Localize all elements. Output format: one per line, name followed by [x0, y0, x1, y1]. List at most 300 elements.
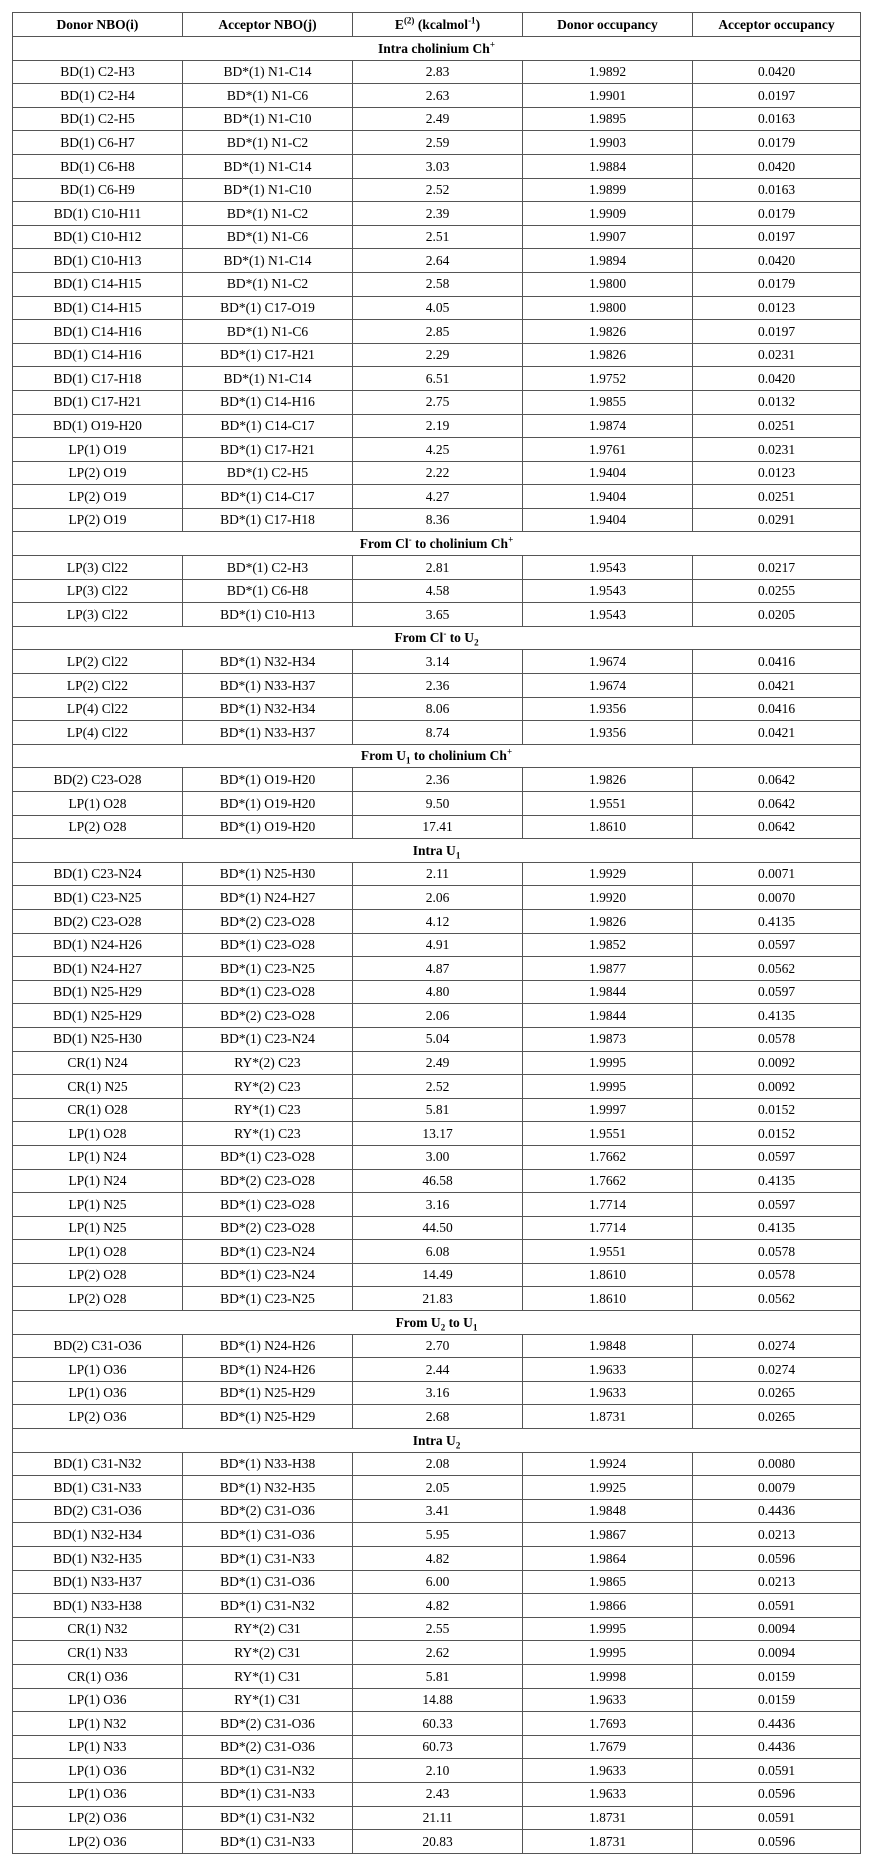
acceptor-occupancy-cell: 0.0205	[693, 603, 861, 627]
table-row	[13, 1004, 861, 1028]
donor-cell: LP(1) O28	[13, 1240, 183, 1264]
energy-cell: 2.55	[353, 1617, 523, 1641]
acceptor-occupancy-cell: 0.4436	[693, 1735, 861, 1759]
donor-occupancy-cell: 1.8610	[523, 1263, 693, 1287]
acceptor-cell: BD*(1) N24-H26	[183, 1334, 353, 1358]
donor-occupancy-cell: 1.7693	[523, 1712, 693, 1736]
energy-cell: 4.12	[353, 909, 523, 933]
acceptor-occupancy-cell: 0.0274	[693, 1334, 861, 1358]
donor-cell: LP(3) Cl22	[13, 556, 183, 580]
donor-occupancy-cell: 1.9998	[523, 1664, 693, 1688]
section-title-title: From U	[395, 1314, 441, 1330]
acceptor-cell: BD*(1) N1-C14	[183, 249, 353, 273]
donor-occupancy-cell: 1.8731	[523, 1806, 693, 1830]
acceptor-occupancy-cell: 0.0591	[693, 1594, 861, 1618]
header-row	[13, 13, 861, 37]
donor-occupancy-cell: 1.9873	[523, 1027, 693, 1051]
donor-occupancy-cell: 1.9826	[523, 343, 693, 367]
donor-occupancy-cell: 1.9633	[523, 1358, 693, 1382]
table-row	[13, 1075, 861, 1099]
donor-cell: LP(2) O19	[13, 508, 183, 532]
acceptor-cell: RY*(2) C23	[183, 1051, 353, 1075]
section-title-title: Intra cholinium Ch	[378, 40, 490, 56]
section-title-title-rest-sub: 1	[472, 1322, 478, 1333]
table-row	[13, 508, 861, 532]
acceptor-occupancy-cell: 0.0597	[693, 980, 861, 1004]
table-row	[13, 1523, 861, 1547]
acceptor-occupancy-cell: 0.0421	[693, 721, 861, 745]
energy-cell: 2.85	[353, 320, 523, 344]
acceptor-cell: BD*(1) C31-O36	[183, 1523, 353, 1547]
acceptor-occupancy-cell: 0.0179	[693, 202, 861, 226]
acceptor-cell: BD*(1) C23-O28	[183, 1145, 353, 1169]
donor-occupancy-cell: 1.9551	[523, 1122, 693, 1146]
acceptor-occupancy-cell: 0.0416	[693, 697, 861, 721]
donor-occupancy-cell: 1.9865	[523, 1570, 693, 1594]
section-title-title-sub: 1	[455, 850, 461, 861]
donor-cell: CR(1) N24	[13, 1051, 183, 1075]
donor-occupancy-cell: 1.9852	[523, 933, 693, 957]
acceptor-cell: BD*(1) N1-C14	[183, 154, 353, 178]
acceptor-occupancy-cell: 0.0092	[693, 1075, 861, 1099]
acceptor-occupancy-cell: 0.0152	[693, 1098, 861, 1122]
acceptor-occupancy-cell: 0.0597	[693, 933, 861, 957]
table-row	[13, 1594, 861, 1618]
donor-cell: CR(1) N33	[13, 1641, 183, 1665]
acceptor-cell: BD*(1) N32-H34	[183, 650, 353, 674]
energy-cell: 6.08	[353, 1240, 523, 1264]
energy-cell: 3.41	[353, 1499, 523, 1523]
acceptor-cell: BD*(1) N1-C6	[183, 84, 353, 108]
acceptor-occupancy-cell: 0.4135	[693, 909, 861, 933]
donor-cell: BD(1) N24-H27	[13, 957, 183, 981]
section-header-row	[13, 839, 861, 863]
donor-cell: LP(1) O36	[13, 1688, 183, 1712]
table-row	[13, 650, 861, 674]
header-energy-sup: (2)	[403, 15, 415, 26]
section-title	[13, 532, 861, 556]
acceptor-occupancy-cell: 0.0578	[693, 1263, 861, 1287]
donor-cell: LP(2) O19	[13, 461, 183, 485]
donor-cell: LP(2) O36	[13, 1830, 183, 1854]
donor-occupancy-cell: 1.9551	[523, 792, 693, 816]
table-row	[13, 1027, 861, 1051]
acceptor-cell: RY*(1) C23	[183, 1122, 353, 1146]
donor-occupancy-cell: 1.9995	[523, 1051, 693, 1075]
acceptor-cell: BD*(1) N1-C10	[183, 107, 353, 131]
table-row	[13, 1712, 861, 1736]
energy-cell: 60.73	[353, 1735, 523, 1759]
donor-occupancy-cell: 1.9864	[523, 1547, 693, 1571]
donor-cell: LP(4) Cl22	[13, 697, 183, 721]
acceptor-occupancy-cell: 0.0642	[693, 792, 861, 816]
donor-occupancy-cell: 1.9925	[523, 1476, 693, 1500]
donor-cell: BD(1) C2-H4	[13, 84, 183, 108]
acceptor-occupancy-cell: 0.4135	[693, 1216, 861, 1240]
donor-cell: BD(1) C14-H15	[13, 296, 183, 320]
table-row	[13, 107, 861, 131]
donor-occupancy-cell: 1.9800	[523, 272, 693, 296]
energy-cell: 2.36	[353, 674, 523, 698]
acceptor-cell: BD*(1) C31-N32	[183, 1759, 353, 1783]
section-title-title-rest-sup: +	[506, 746, 513, 757]
donor-occupancy-cell: 1.9848	[523, 1334, 693, 1358]
table-row	[13, 249, 861, 273]
energy-cell: 2.49	[353, 107, 523, 131]
section-title	[13, 1429, 861, 1453]
acceptor-occupancy-cell: 0.0265	[693, 1381, 861, 1405]
acceptor-cell: BD*(1) C14-C17	[183, 414, 353, 438]
section-title-title-rest-sub: 2	[474, 638, 479, 649]
acceptor-cell: BD*(1) N32-H35	[183, 1476, 353, 1500]
donor-occupancy-cell: 1.9924	[523, 1452, 693, 1476]
acceptor-occupancy-cell: 0.0591	[693, 1806, 861, 1830]
acceptor-cell: BD*(1) N33-H38	[183, 1452, 353, 1476]
table-row	[13, 202, 861, 226]
section-header-row	[13, 1429, 861, 1453]
acceptor-cell: BD*(1) N1-C14	[183, 60, 353, 84]
donor-occupancy-cell: 1.9543	[523, 603, 693, 627]
acceptor-occupancy-cell: 0.0231	[693, 438, 861, 462]
section-header-row	[13, 532, 861, 556]
nbo-table-container	[12, 12, 860, 1854]
energy-cell: 5.95	[353, 1523, 523, 1547]
donor-cell: LP(1) O36	[13, 1782, 183, 1806]
acceptor-occupancy-cell: 0.4135	[693, 1004, 861, 1028]
energy-cell: 2.44	[353, 1358, 523, 1382]
table-row	[13, 485, 861, 509]
donor-cell: BD(1) O19-H20	[13, 414, 183, 438]
table-row	[13, 768, 861, 792]
acceptor-occupancy-cell: 0.0163	[693, 107, 861, 131]
donor-cell: LP(1) O28	[13, 792, 183, 816]
donor-occupancy-cell: 1.9551	[523, 1240, 693, 1264]
energy-cell: 2.36	[353, 768, 523, 792]
table-row	[13, 178, 861, 202]
acceptor-occupancy-cell: 0.0562	[693, 957, 861, 981]
donor-occupancy-cell: 1.9844	[523, 980, 693, 1004]
acceptor-cell: BD*(1) C23-O28	[183, 980, 353, 1004]
donor-cell: BD(1) C23-N24	[13, 862, 183, 886]
acceptor-occupancy-cell: 0.0070	[693, 886, 861, 910]
donor-occupancy-cell: 1.9995	[523, 1641, 693, 1665]
donor-occupancy-cell: 1.9543	[523, 556, 693, 580]
header-energy-close: )	[475, 16, 481, 32]
acceptor-cell: RY*(1) C31	[183, 1688, 353, 1712]
energy-cell: 3.00	[353, 1145, 523, 1169]
header-energy	[353, 13, 523, 37]
energy-cell: 6.00	[353, 1570, 523, 1594]
energy-cell: 2.05	[353, 1476, 523, 1500]
energy-cell: 2.62	[353, 1641, 523, 1665]
acceptor-cell: BD*(2) C31-O36	[183, 1735, 353, 1759]
donor-occupancy-cell: 1.9761	[523, 438, 693, 462]
acceptor-cell: BD*(1) N1-C2	[183, 272, 353, 296]
energy-cell: 21.83	[353, 1287, 523, 1311]
donor-occupancy-cell: 1.9867	[523, 1523, 693, 1547]
acceptor-cell: BD*(1) N25-H30	[183, 862, 353, 886]
header-energy-unit-sup: -1	[468, 15, 476, 26]
energy-cell: 4.27	[353, 485, 523, 509]
donor-occupancy-cell: 1.9995	[523, 1617, 693, 1641]
acceptor-cell: BD*(1) N1-C2	[183, 131, 353, 155]
acceptor-cell: BD*(1) N1-C10	[183, 178, 353, 202]
header-energy-prefix: E	[394, 16, 404, 32]
donor-occupancy-cell: 1.9903	[523, 131, 693, 155]
donor-occupancy-cell: 1.7662	[523, 1169, 693, 1193]
acceptor-cell: BD*(1) C2-H3	[183, 556, 353, 580]
acceptor-cell: BD*(2) C31-O36	[183, 1712, 353, 1736]
table-row	[13, 1452, 861, 1476]
section-title	[13, 839, 861, 863]
donor-cell: BD(1) C31-N32	[13, 1452, 183, 1476]
donor-occupancy-cell: 1.9848	[523, 1499, 693, 1523]
table-row	[13, 131, 861, 155]
acceptor-cell: BD*(1) C6-H8	[183, 579, 353, 603]
energy-cell: 46.58	[353, 1169, 523, 1193]
table-row	[13, 579, 861, 603]
donor-cell: LP(1) O36	[13, 1358, 183, 1382]
donor-occupancy-cell: 1.9800	[523, 296, 693, 320]
table-row	[13, 343, 861, 367]
donor-cell: LP(1) N25	[13, 1193, 183, 1217]
donor-cell: BD(1) N25-H29	[13, 1004, 183, 1028]
acceptor-occupancy-cell: 0.0578	[693, 1027, 861, 1051]
acceptor-cell: BD*(1) N33-H37	[183, 674, 353, 698]
donor-cell: LP(1) N25	[13, 1216, 183, 1240]
table-row	[13, 296, 861, 320]
energy-cell: 20.83	[353, 1830, 523, 1854]
acceptor-occupancy-cell: 0.0562	[693, 1287, 861, 1311]
donor-cell: BD(1) N32-H35	[13, 1547, 183, 1571]
energy-cell: 2.06	[353, 886, 523, 910]
donor-occupancy-cell: 1.9674	[523, 674, 693, 698]
acceptor-cell: BD*(1) O19-H20	[183, 815, 353, 839]
table-row	[13, 1334, 861, 1358]
energy-cell: 5.04	[353, 1027, 523, 1051]
donor-cell: LP(3) Cl22	[13, 603, 183, 627]
donor-occupancy-cell: 1.9901	[523, 84, 693, 108]
donor-occupancy-cell: 1.9543	[523, 579, 693, 603]
donor-cell: BD(1) C31-N33	[13, 1476, 183, 1500]
donor-occupancy-cell: 1.9920	[523, 886, 693, 910]
donor-occupancy-cell: 1.9892	[523, 60, 693, 84]
donor-occupancy-cell: 1.9752	[523, 367, 693, 391]
acceptor-cell: BD*(1) C23-N24	[183, 1263, 353, 1287]
energy-cell: 13.17	[353, 1122, 523, 1146]
table-row	[13, 367, 861, 391]
donor-cell: LP(2) O28	[13, 1263, 183, 1287]
donor-occupancy-cell: 1.8610	[523, 1287, 693, 1311]
donor-occupancy-cell: 1.9877	[523, 957, 693, 981]
acceptor-cell: BD*(1) C23-N25	[183, 1287, 353, 1311]
acceptor-occupancy-cell: 0.0179	[693, 272, 861, 296]
table-row	[13, 909, 861, 933]
donor-occupancy-cell: 1.9995	[523, 1075, 693, 1099]
acceptor-occupancy-cell: 0.0597	[693, 1145, 861, 1169]
section-title-title: From Cl	[394, 630, 444, 646]
acceptor-cell: BD*(2) C23-O28	[183, 1169, 353, 1193]
donor-cell: BD(1) C23-N25	[13, 886, 183, 910]
donor-cell: BD(1) C14-H16	[13, 320, 183, 344]
table-row	[13, 1806, 861, 1830]
energy-cell: 2.06	[353, 1004, 523, 1028]
donor-cell: LP(2) Cl22	[13, 674, 183, 698]
table-row	[13, 1405, 861, 1429]
energy-cell: 4.82	[353, 1594, 523, 1618]
energy-cell: 3.16	[353, 1193, 523, 1217]
acceptor-occupancy-cell: 0.0420	[693, 367, 861, 391]
section-title-title-sub: 2	[455, 1440, 461, 1451]
acceptor-cell: BD*(1) N33-H37	[183, 721, 353, 745]
acceptor-cell: BD*(1) C17-H21	[183, 438, 353, 462]
energy-cell: 2.19	[353, 414, 523, 438]
energy-cell: 2.11	[353, 862, 523, 886]
energy-cell: 2.10	[353, 1759, 523, 1783]
acceptor-cell: BD*(1) N24-H27	[183, 886, 353, 910]
donor-occupancy-cell: 1.9909	[523, 202, 693, 226]
table-row	[13, 1688, 861, 1712]
section-title-title: From Cl	[359, 536, 409, 552]
donor-cell: LP(1) N33	[13, 1735, 183, 1759]
acceptor-occupancy-cell: 0.0092	[693, 1051, 861, 1075]
acceptor-cell: BD*(1) N25-H29	[183, 1405, 353, 1429]
acceptor-cell: BD*(1) O19-H20	[183, 792, 353, 816]
table-row	[13, 862, 861, 886]
donor-occupancy-cell: 1.9929	[523, 862, 693, 886]
donor-occupancy-cell: 1.9404	[523, 461, 693, 485]
header-acceptor-occupancy: Acceptor occupancy	[693, 13, 861, 37]
section-title-title-rest: to U	[445, 1314, 473, 1330]
donor-cell: BD(1) C6-H9	[13, 178, 183, 202]
energy-cell: 17.41	[353, 815, 523, 839]
table-row	[13, 1641, 861, 1665]
table-row	[13, 1358, 861, 1382]
donor-occupancy-cell: 1.9895	[523, 107, 693, 131]
acceptor-cell: RY*(2) C23	[183, 1075, 353, 1099]
table-row	[13, 1735, 861, 1759]
acceptor-cell: BD*(1) N24-H26	[183, 1358, 353, 1382]
donor-occupancy-cell: 1.8731	[523, 1405, 693, 1429]
table-row	[13, 1759, 861, 1783]
donor-cell: BD(1) C2-H3	[13, 60, 183, 84]
donor-occupancy-cell: 1.9404	[523, 508, 693, 532]
table-row	[13, 980, 861, 1004]
energy-cell: 4.58	[353, 579, 523, 603]
donor-cell: LP(1) O36	[13, 1759, 183, 1783]
acceptor-occupancy-cell: 0.4135	[693, 1169, 861, 1193]
acceptor-occupancy-cell: 0.0132	[693, 390, 861, 414]
table-row	[13, 886, 861, 910]
acceptor-cell: BD*(1) C23-O28	[183, 1193, 353, 1217]
energy-cell: 4.82	[353, 1547, 523, 1571]
energy-cell: 2.08	[353, 1452, 523, 1476]
table-row	[13, 1381, 861, 1405]
header-acceptor: Acceptor NBO(j)	[183, 13, 353, 37]
section-title-title: From U	[360, 748, 407, 764]
donor-cell: BD(2) C23-O28	[13, 909, 183, 933]
donor-cell: LP(2) O19	[13, 485, 183, 509]
section-header-row	[13, 1311, 861, 1335]
acceptor-cell: BD*(1) C2-H5	[183, 461, 353, 485]
donor-cell: LP(1) O28	[13, 1122, 183, 1146]
donor-cell: CR(1) O28	[13, 1098, 183, 1122]
energy-cell: 2.75	[353, 390, 523, 414]
donor-occupancy-cell: 1.9404	[523, 485, 693, 509]
donor-cell: BD(1) C17-H18	[13, 367, 183, 391]
energy-cell: 3.14	[353, 650, 523, 674]
acceptor-cell: BD*(1) C17-H18	[183, 508, 353, 532]
donor-cell: BD(1) C6-H7	[13, 131, 183, 155]
donor-occupancy-cell: 1.9356	[523, 697, 693, 721]
energy-cell: 8.36	[353, 508, 523, 532]
energy-cell: 14.88	[353, 1688, 523, 1712]
donor-occupancy-cell: 1.9826	[523, 768, 693, 792]
energy-cell: 5.81	[353, 1664, 523, 1688]
donor-cell: LP(2) O28	[13, 1287, 183, 1311]
acceptor-occupancy-cell: 0.0197	[693, 320, 861, 344]
donor-cell: BD(1) N33-H37	[13, 1570, 183, 1594]
header-donor: Donor NBO(i)	[13, 13, 183, 37]
acceptor-occupancy-cell: 0.0094	[693, 1617, 861, 1641]
donor-cell: BD(2) C31-O36	[13, 1499, 183, 1523]
acceptor-cell: BD*(1) N25-H29	[183, 1381, 353, 1405]
acceptor-occupancy-cell: 0.0642	[693, 815, 861, 839]
acceptor-occupancy-cell: 0.0274	[693, 1358, 861, 1382]
acceptor-occupancy-cell: 0.0123	[693, 296, 861, 320]
energy-cell: 8.06	[353, 697, 523, 721]
energy-cell: 2.63	[353, 84, 523, 108]
acceptor-cell: BD*(1) N32-H34	[183, 697, 353, 721]
section-header-row	[13, 37, 861, 61]
table-row	[13, 1499, 861, 1523]
energy-cell: 4.80	[353, 980, 523, 1004]
acceptor-cell: BD*(1) C14-H16	[183, 390, 353, 414]
table-row	[13, 154, 861, 178]
acceptor-occupancy-cell: 0.0159	[693, 1688, 861, 1712]
donor-cell: LP(2) O36	[13, 1405, 183, 1429]
table-row	[13, 1240, 861, 1264]
table-row	[13, 1287, 861, 1311]
table-row	[13, 674, 861, 698]
acceptor-occupancy-cell: 0.0642	[693, 768, 861, 792]
donor-cell: CR(1) N32	[13, 1617, 183, 1641]
acceptor-occupancy-cell: 0.0080	[693, 1452, 861, 1476]
energy-cell: 2.81	[353, 556, 523, 580]
acceptor-cell: BD*(1) N1-C6	[183, 320, 353, 344]
section-title-title-sup: +	[489, 39, 495, 50]
donor-cell: LP(3) Cl22	[13, 579, 183, 603]
donor-occupancy-cell: 1.7714	[523, 1193, 693, 1217]
donor-cell: LP(1) N24	[13, 1169, 183, 1193]
acceptor-occupancy-cell: 0.0591	[693, 1759, 861, 1783]
donor-cell: BD(2) C23-O28	[13, 768, 183, 792]
donor-cell: LP(1) O19	[13, 438, 183, 462]
donor-occupancy-cell: 1.9874	[523, 414, 693, 438]
donor-cell: LP(1) N24	[13, 1145, 183, 1169]
energy-cell: 6.51	[353, 367, 523, 391]
acceptor-occupancy-cell: 0.0197	[693, 225, 861, 249]
table-row	[13, 1145, 861, 1169]
donor-cell: BD(1) N32-H34	[13, 1523, 183, 1547]
acceptor-occupancy-cell: 0.0071	[693, 862, 861, 886]
table-row	[13, 1169, 861, 1193]
section-title-title-rest-sup: +	[508, 534, 514, 545]
acceptor-occupancy-cell: 0.0123	[693, 461, 861, 485]
donor-occupancy-cell: 1.9633	[523, 1759, 693, 1783]
table-row	[13, 1570, 861, 1594]
donor-cell: LP(2) Cl22	[13, 650, 183, 674]
